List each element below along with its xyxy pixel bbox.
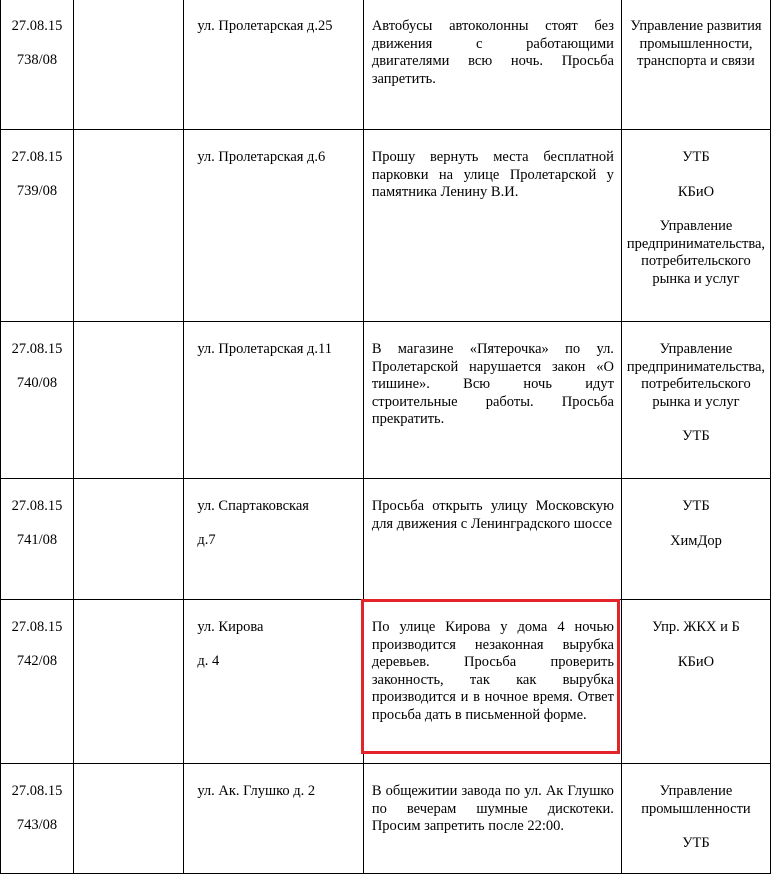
reg-number: 740/08 — [16, 374, 58, 391]
address-cell — [184, 600, 364, 764]
address-cell — [184, 479, 364, 600]
department-cell — [621, 130, 770, 322]
date: 27.08.15 — [11, 619, 63, 635]
department-cell — [621, 322, 770, 479]
reg-number: 739/08 — [16, 182, 58, 199]
address-house: д. 4 — [197, 652, 220, 669]
department: УТБ — [682, 149, 710, 165]
appeal-text: По улице Кирова у дома 4 ночью производится незаконная вырубка деревьев. Просьба проверить законность, так как вырубка производится и в ночное время. Ответ просьба дать в письменной форме. — [363, 600, 621, 764]
address: ул. Пролетарская д.11 — [197, 341, 333, 357]
department: Упр. ЖКХ и Б — [652, 619, 740, 635]
department: КБиО — [677, 653, 715, 670]
reg-number: 741/08 — [16, 531, 58, 548]
table-row — [1, 130, 771, 322]
department-cell — [621, 764, 770, 874]
date: 27.08.15 — [11, 18, 63, 34]
address-cell — [184, 322, 364, 479]
appeal-text: Автобусы автоколонны стоят без движения с работающими двигателями всю ночь. Просьба запретить. — [363, 0, 621, 130]
appeal-text: Просьба открыть улицу Московскую для движения с Ленинградского шоссе — [363, 479, 621, 600]
empty-cell — [73, 479, 183, 600]
reg-number: 738/08 — [16, 51, 58, 68]
department: ХимДор — [670, 532, 722, 549]
date-cell — [1, 764, 74, 874]
address: ул. Пролетарская д.6 — [197, 149, 326, 165]
reg-number: 742/08 — [16, 652, 58, 669]
address-house: д.7 — [197, 531, 216, 548]
department: Управление промышленности — [641, 783, 751, 817]
department-cell — [621, 0, 770, 130]
appeal-text: В магазине «Пятерочка» по ул. Пролетарской нарушается закон «О тишине». Всю ночь идут строительные работы. Просьба прекратить. — [363, 322, 621, 479]
department: УТБ — [682, 428, 710, 444]
department: Управление предпринимательства, потребительского рынка и услуг — [626, 341, 766, 410]
date: 27.08.15 — [11, 341, 63, 357]
department: КБиО — [677, 183, 715, 200]
date-cell — [1, 130, 74, 322]
table-row — [1, 764, 771, 874]
empty-cell — [73, 600, 183, 764]
reg-number: 743/08 — [16, 816, 58, 833]
date-cell — [1, 0, 74, 130]
appeal-text: В общежитии завода по ул. Ак Глушко по вечерам шумные дискотеки. Просим запретить после 22:00. — [363, 764, 621, 874]
department: УТБ — [682, 835, 710, 851]
table-row — [1, 0, 771, 130]
table-row — [1, 322, 771, 479]
date: 27.08.15 — [11, 149, 63, 165]
department-cell — [621, 479, 770, 600]
empty-cell — [73, 130, 183, 322]
address: ул. Кирова — [197, 619, 264, 635]
empty-cell — [73, 322, 183, 479]
date-cell — [1, 322, 74, 479]
table-row — [1, 600, 771, 764]
date: 27.08.15 — [11, 783, 63, 799]
address: ул. Спартаковская — [197, 498, 309, 514]
appeal-text: Прошу вернуть места бесплатной парковки на улице Пролетарской у памятника Ленину В.И. — [363, 130, 621, 322]
address-cell — [184, 764, 364, 874]
date: 27.08.15 — [11, 498, 63, 514]
date-cell — [1, 600, 74, 764]
address: ул. Ак. Глушко д. 2 — [197, 783, 316, 799]
address: ул. Пролетарская д.25 — [197, 18, 333, 34]
table-row — [1, 479, 771, 600]
department-cell — [621, 600, 770, 764]
department: Управление предпринимательства, потребительского рынка и услуг — [626, 218, 766, 287]
address-cell — [184, 0, 364, 130]
address-cell — [184, 130, 364, 322]
department: Управление развития промышленности, транспорта и связи — [630, 18, 762, 69]
empty-cell — [73, 764, 183, 874]
department: УТБ — [682, 498, 710, 514]
empty-cell — [73, 0, 183, 130]
date-cell — [1, 479, 74, 600]
